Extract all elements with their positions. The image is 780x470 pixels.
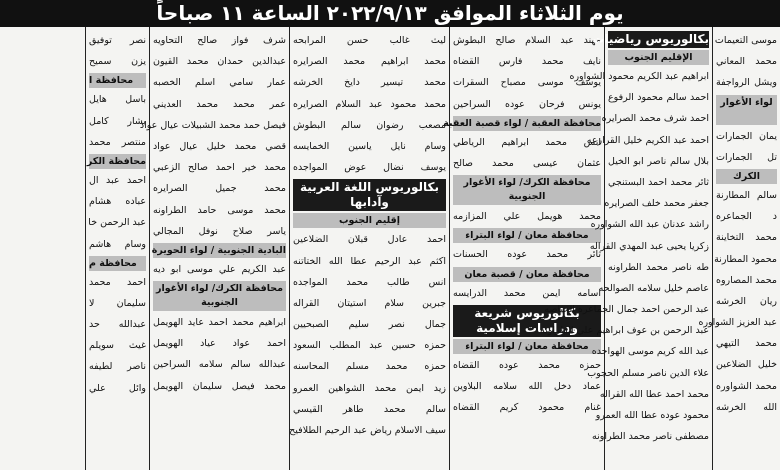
name-entry: منتصر محمد xyxy=(89,136,146,148)
name-entry: سالم المطارنة xyxy=(716,189,777,201)
name-entry: محمد تيسير دايخ الخرشه xyxy=(293,77,446,89)
date-banner: يوم الثلاثاء الموافق ٢٠٢٢/٩/١٣ الساعة ١١ صباحاً xyxy=(0,0,780,27)
name-entry: محمد المعاني xyxy=(716,56,777,68)
name-entry: عثمان عيسى محمد صالح xyxy=(453,157,601,169)
name-entry: محمد الشواوره xyxy=(716,380,777,392)
region-subheading: لواء الأغوار xyxy=(716,95,777,125)
name-entry: عبدالدين حمدان محمد القيون xyxy=(153,56,286,68)
name-entry: عمر محمد محمد العديني xyxy=(153,98,286,110)
name-entry: شرف فواز صالح التحاويه xyxy=(153,35,286,46)
name-entry: مصعب رضوان سالم البطوش xyxy=(293,119,446,131)
name-entry: احمد سالم محمود الرفوع xyxy=(608,92,709,104)
name-entry: زيد ايمن محمد الشواهين العمرو xyxy=(293,382,446,394)
region-subheading: الكرك xyxy=(716,169,777,184)
name-entry: نايف محمد فارس القضاه xyxy=(453,56,601,68)
name-entry: وسام نايل ياسين الخمايسه xyxy=(293,140,446,152)
name-entry: ليث غالب حسن المرابحه xyxy=(293,35,446,46)
name-entry: طه ناصر محمد الطراونه xyxy=(608,261,709,273)
name-entry: خليل الضلاعين xyxy=(716,359,777,371)
name-entry: محمود عوده عطا الله العمرو xyxy=(595,410,709,421)
name-entry: ياسر صلاح نوفل المجالي xyxy=(153,225,286,237)
column-1 xyxy=(698,27,780,470)
name-entry: انس طالب محمد المواجده xyxy=(293,276,446,288)
name-entry: احمد عبد ال xyxy=(89,174,146,186)
name-entry: موسى التعيمات xyxy=(714,35,777,46)
name-entry: عماد دخل الله سلامه البلاوين xyxy=(453,380,601,392)
name-entry: يزن سميح xyxy=(89,56,146,68)
name-entry: احمد عبد الكريم خليل القرارعه xyxy=(586,134,709,146)
name-entry: محمد موسى حامد الطراونه xyxy=(153,204,286,216)
name-entry: وسام هاشم xyxy=(89,238,146,250)
region-subheading: محافظة ا xyxy=(89,73,146,88)
name-entry: تل الجمارات xyxy=(716,151,777,163)
name-entry: احمد شرف محمد الصرايره xyxy=(601,113,709,125)
region-subheading: محافظة العقبة / لواء قصبة العقبة xyxy=(443,117,601,129)
region-subheading: محافظة الكرك/ لواء الأغوار الجنوبية xyxy=(453,175,601,205)
name-entry: ثائر محمد احمد البستنجي xyxy=(608,176,709,188)
name-entry: حمزه حسين عبد المطلب السعود xyxy=(293,340,446,352)
section-heading: بكالوريوس اللغة العربية وآدابها xyxy=(293,179,446,211)
name-entry: محمد التيهي xyxy=(716,338,777,350)
name-entry: محمد خير احمد صالح الزعبي xyxy=(153,162,286,174)
name-entry: يوسف نضال عوض المواجده xyxy=(293,162,446,174)
name-entry: محمد هويمل علي المزازمه xyxy=(453,211,601,223)
name-entry: جعفر محمد خلف الصرايره xyxy=(604,198,709,210)
region-subheading: محافظة معان / قصبة معان xyxy=(453,267,601,282)
region-subheading: الإقليم الجنوب xyxy=(608,50,709,65)
name-entry: علاء الدين ناصر مسلم الحجوب xyxy=(587,367,709,379)
name-entry: ابراهيم محمد احمد عايد الهويمل xyxy=(153,317,286,329)
name-entry: سليمان لا xyxy=(89,297,146,309)
name-entry: عبد الله كريم موسى الهواجده xyxy=(591,346,709,358)
name-entry: مصطفى ناصر محمد الطراونه xyxy=(592,431,709,443)
name-entry: فيصل حمد محمد الشبيلات عيال عواد xyxy=(139,119,286,131)
name-entry: بشار كامل xyxy=(89,115,146,127)
name-entry: محمود المطارنة xyxy=(714,253,777,265)
name-entry: اسامه ايمن محمد الدرايسه xyxy=(453,287,601,299)
name-entry: عبد الرحمن بن عوف ابراهيم علي الطراونه xyxy=(540,325,709,337)
name-entry: د الجماعره xyxy=(716,211,777,223)
name-entry: احمد عادل قبلان الضلاعين xyxy=(293,234,446,246)
name-entry: نصر توفيق xyxy=(89,35,146,46)
name-entry: وائل علي xyxy=(89,382,146,394)
name-entry: مهند عبد السلام صالح البطوش xyxy=(453,35,601,46)
region-subheading: إقليم الجنوب xyxy=(293,213,446,228)
region-subheading: محافظة م xyxy=(89,256,146,271)
region-subheading: محافظة الكرك/ لواء الأغوار الجنوبية xyxy=(153,281,286,311)
name-entry: غنام محمود كريم القضاه xyxy=(453,402,601,414)
name-entry: بلال سالم ناصر ابو الخيل xyxy=(608,155,709,167)
name-entry: ابراهيم عبد الكريم محمود الشواوره xyxy=(569,71,709,82)
name-entry: عبد الكريم علي موسى ابو ديه xyxy=(153,263,286,275)
column-6 xyxy=(85,27,149,470)
name-entry: احمد عواد عياد الهويمل xyxy=(153,338,286,350)
name-entry: سيف الاسلام رياض عبد الرحيم الطلافيح xyxy=(289,425,446,436)
region-subheading: محافظة معان / لواء البتراء xyxy=(453,339,601,354)
name-entry: حمزه محمد عوده القضاه xyxy=(453,359,601,371)
region-subheading: محافظة الكر xyxy=(86,155,146,167)
name-entry: ثائر محمد عوده الحسنات xyxy=(453,249,601,261)
name-entry: يونس فرحان عوده السراحين xyxy=(453,98,601,110)
name-entry: محمد ابراهيم محمد الصرايره xyxy=(293,56,446,68)
column-2 xyxy=(540,27,712,470)
name-entry: اكثم عبد الرحيم عطا الله الختاتنه xyxy=(293,255,446,267)
name-entry: حمزه محمد مسلم المحاسنه xyxy=(293,361,446,373)
section-heading: بكالوريوس رياضيات xyxy=(592,32,709,46)
name-entry: عمار سامي اسلم الخصبه xyxy=(153,77,286,89)
name-entry: غيث سويلم xyxy=(89,340,146,352)
name-entry: يوسف موسى مصباح السقرات xyxy=(453,77,601,89)
name-entry: قصي محمد خليل عيال عواد xyxy=(153,140,286,152)
name-entry: يمان الجمارات xyxy=(716,130,777,142)
name-entry: باسل هايل xyxy=(89,94,146,106)
name-entry: احمد محمد xyxy=(89,276,146,288)
columns-container xyxy=(0,27,780,470)
name-entry: عبدالله حد xyxy=(89,319,146,331)
name-entry: جمال نصر سليم الصبحيين xyxy=(293,319,446,331)
name-entry: سالم محمد طاهر القيسي xyxy=(293,403,446,415)
name-entry: راشد عدنان عبد الله الشواوره xyxy=(590,219,709,231)
column-4 xyxy=(289,27,449,470)
name-entry: ناصر لطيفه xyxy=(89,361,146,373)
name-entry: انس محمد ابراهيم الرياطي xyxy=(453,136,601,148)
name-entry: محمد جميل الصرايره xyxy=(153,183,286,195)
name-entry: محمد احمد عطا الله القراله xyxy=(599,388,709,400)
name-entry: جبرين سلام استيتان القراله xyxy=(293,297,446,309)
section-heading: بكالوريوس شريعة ودراسات إسلامية xyxy=(453,305,601,337)
name-entry: محمد المصاروه xyxy=(715,274,777,286)
column-5 xyxy=(139,27,289,470)
name-entry: عبدالله سالم سلامه السراحين xyxy=(153,359,286,371)
column-3 xyxy=(443,27,604,470)
name-entry: محمد فيصل سليمان الهويمل xyxy=(153,380,286,392)
name-entry: عبد الرحمن احمد جمال الجماعره الحياصه xyxy=(544,304,709,316)
name-entry: زكريا يحيى عبد المهدي القراله xyxy=(589,240,709,252)
name-entry: ريان الخرشه xyxy=(716,295,777,307)
name-entry: عاصم خليل سلامه الصوالحه xyxy=(598,282,709,294)
region-subheading: البادية الجنوبية / لواء الحويرة xyxy=(151,244,286,256)
name-entry: الله الخرشه xyxy=(716,401,777,413)
region-subheading: محافظة معان / لواء البتراء xyxy=(453,228,601,243)
name-entry: عباده هشام xyxy=(89,196,146,208)
name-entry: محمد محمود عبد السلام الصرايره xyxy=(293,98,446,110)
name-entry: ويشل الرواجفة xyxy=(716,77,777,89)
name-entry: عبد العزيز الشواوره xyxy=(698,317,777,329)
name-entry: محمد التخاينة xyxy=(716,232,777,244)
name-entry: عبد الرحمن خا xyxy=(88,217,146,229)
